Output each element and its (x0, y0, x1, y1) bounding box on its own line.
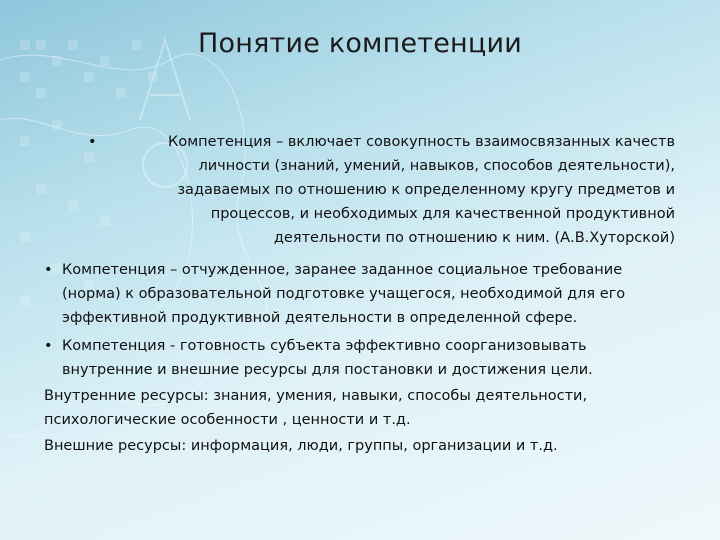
text-line: Компетенция – отчужденное, заранее заданное социальное требование (62, 262, 623, 278)
slide-title: Понятие компетенции (198, 28, 522, 59)
text-line: личности (знаний, умений, навыков, способов деятельности), (198, 158, 675, 174)
paragraph-definition-khutorskoy (120, 130, 675, 250)
text-line: эффективной продуктивной деятельности в определенной сфере. (62, 310, 578, 326)
text-line: Компетенция - готовность субъекта эффективно соорганизовывать (62, 338, 587, 354)
bullet-marker: • (44, 338, 53, 354)
bullet-marker: • (88, 134, 97, 150)
paragraph-definition-readiness (62, 334, 682, 382)
text-line: психологические особенности , ценности и т.д. (44, 412, 411, 428)
text-line: (норма) к образовательной подготовке учащегося, необходимой для его (62, 286, 626, 302)
text-line: задаваемых по отношению к определенному кругу предметов и (177, 182, 675, 198)
text-line: Компетенция – включает совокупность взаимосвязанных качеств (168, 134, 675, 150)
text-line: внутренние и внешние ресурсы для постановки и достижения цели. (62, 362, 593, 378)
text-line: процессов, и необходимых для качественной продуктивной (210, 206, 675, 222)
paragraph-external-resources (44, 434, 684, 458)
text-line: деятельности по отношению к ним. (А.В.Хуторской) (273, 230, 675, 246)
bullet-marker: • (44, 262, 53, 278)
text-line: Внешние ресурсы: информация, люди, группы, организации и т.д. (44, 438, 558, 454)
paragraph-internal-resources (44, 384, 684, 432)
paragraph-definition-requirement (62, 258, 682, 330)
text-line: Внутренние ресурсы: знания, умения, навыки, способы деятельности, (44, 388, 588, 404)
